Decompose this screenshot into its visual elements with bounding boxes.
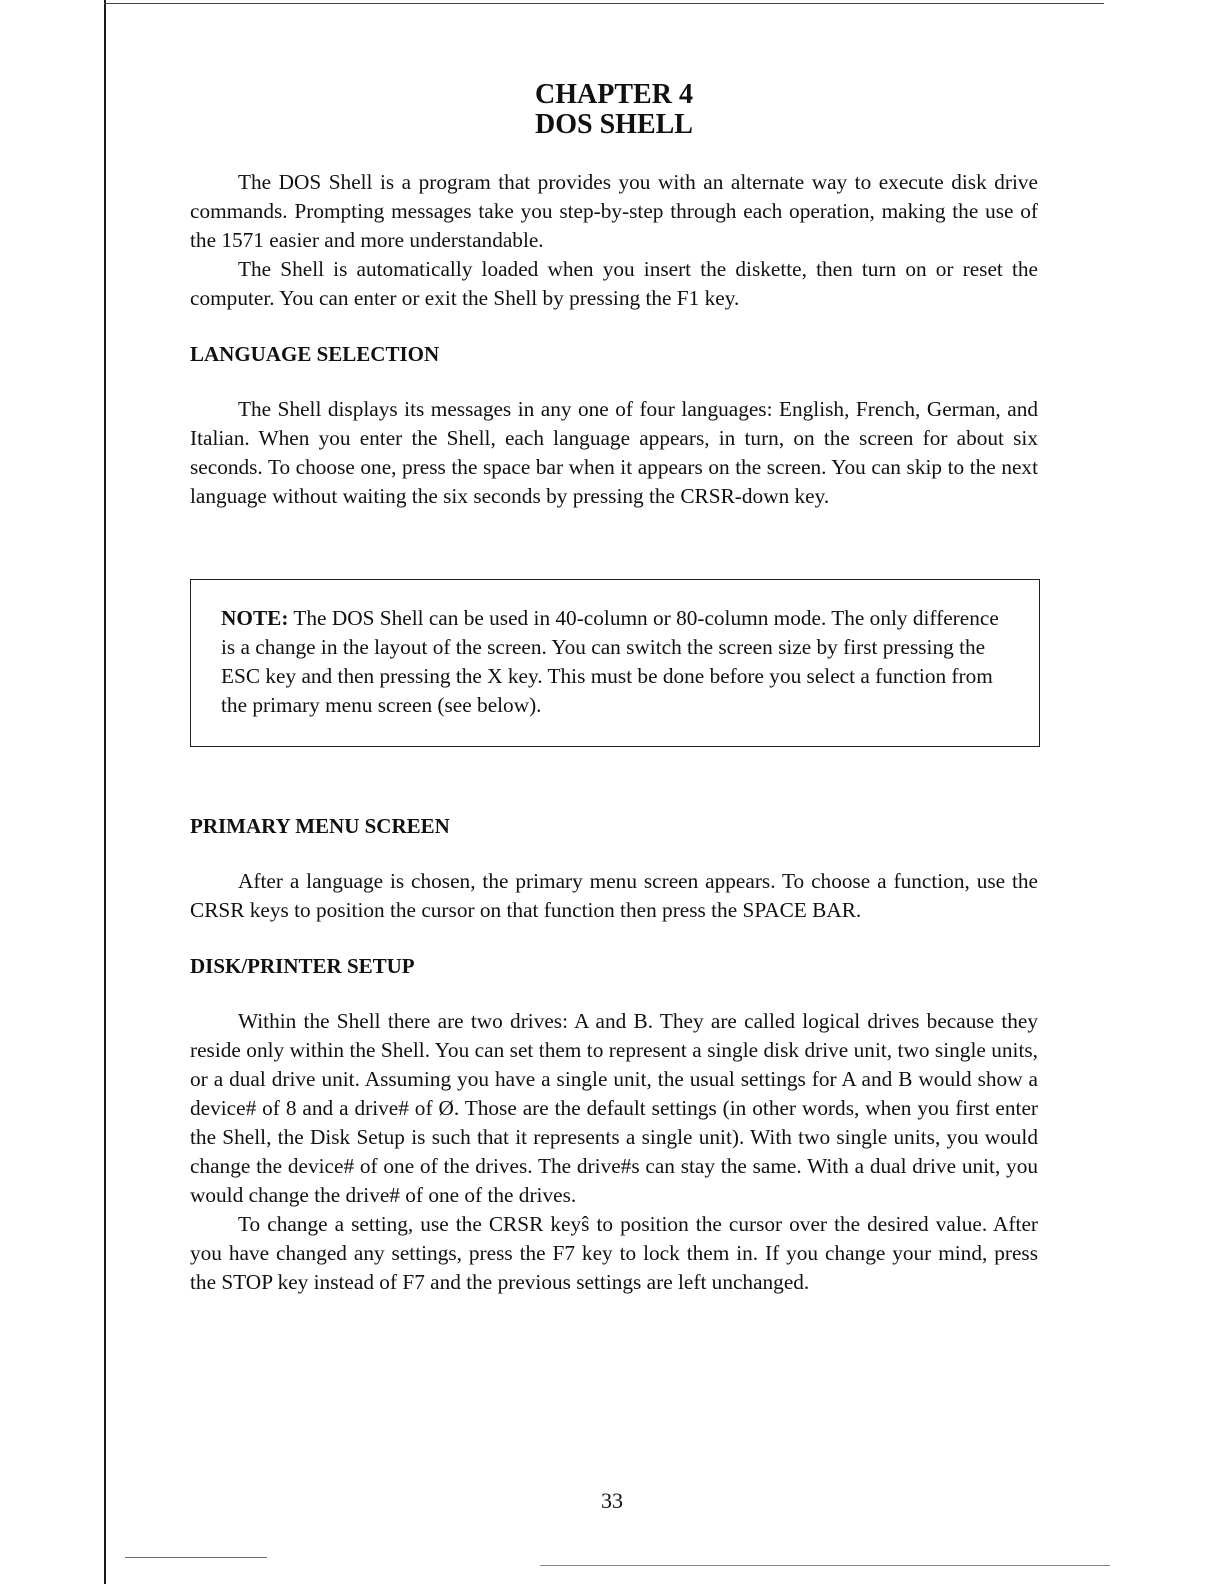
disk-printer-paragraph-2: To change a setting, use the CRSR keyŝ to position the cursor over the desired value. After you have changed any settings, press the F7 key to lock them in. If you change your mind, press the STOP key instead of F7 and the previous settings are left unchanged. (190, 1212, 1038, 1294)
scan-top-edge (104, 3, 1104, 4)
page-content (190, 80, 1038, 1297)
note-text: The DOS Shell can be used in 40-column or 80-column mode. The only difference is a change in the layout of the screen. You can switch the screen size by first pressing the ESC key and then pressing the X key. This must be done before you select a function from the primary menu screen (see below). (221, 606, 999, 717)
note-box (190, 579, 1040, 747)
section-heading-primary-menu: PRIMARY MENU SCREEN (190, 814, 450, 838)
section-heading-language: LANGUAGE SELECTION (190, 342, 440, 366)
primary-menu-paragraph: After a language is chosen, the primary menu screen appears. To choose a function, use the CRSR keys to position the cursor on that function then press the SPACE BAR. (190, 869, 1038, 922)
page-number: 33 (601, 1488, 623, 1513)
section-heading-disk-printer: DISK/PRINTER SETUP (190, 954, 415, 978)
intro-paragraph-1: The DOS Shell is a program that provides you with an alternate way to execute disk drive commands. Prompting messages take you step-by-step through each operation, making the use of the 1571 easier and more understandable. (190, 170, 1038, 252)
intro-paragraph-2: The Shell is automatically loaded when you insert the diskette, then turn on or reset the computer. You can enter or exit the Shell by pressing the F1 key. (190, 257, 1038, 310)
note-paragraph (221, 604, 1009, 720)
disk-printer-paragraph-1: Within the Shell there are two drives: A and B. They are called logical drives because they reside only within the Shell. You can set them to represent a single disk drive unit, two single units, or a dual drive unit. Assuming you have a single unit, the usual settings for A and B would show a device# of 8 and a drive# of Ø. Those are the default settings (in other words, when you first enter the Shell, the Disk Setup is such that it represents a single unit). With two single units, you would change the device# of one of the drives. The drive#s can stay the same. With a dual drive unit, you would change the drive# of one of the drives. (190, 1009, 1038, 1207)
language-paragraph: The Shell displays its messages in any one of four languages: English, French, German, and Italian. When you enter the Shell, each language appears, in turn, on the screen for about six seconds. To choose one, press the space bar when it appears on the screen. You can skip to the next language without waiting the six seconds by pressing the CRSR-down key. (190, 397, 1038, 508)
scan-left-edge (104, 0, 106, 1584)
note-label: NOTE: (221, 606, 289, 630)
chapter-number: CHAPTER 4 (535, 79, 693, 110)
chapter-name: DOS SHELL (535, 109, 693, 140)
scan-bottom-edge (540, 1565, 1110, 1566)
chapter-title (190, 80, 1038, 140)
scan-blue-mark (125, 1557, 267, 1558)
